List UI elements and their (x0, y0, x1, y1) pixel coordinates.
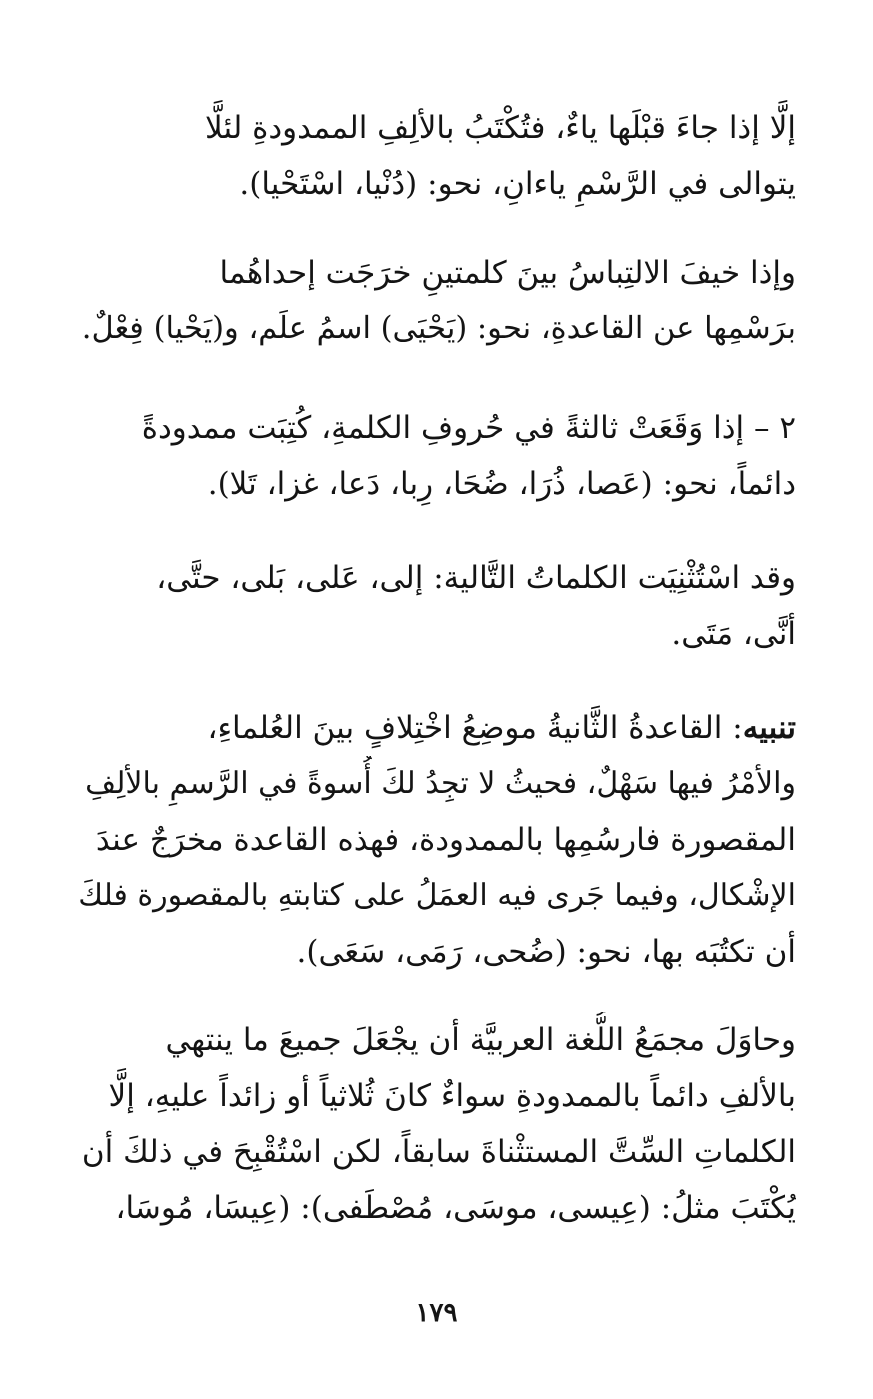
note-text: : القاعدةُ الثَّانيةُ موضِعُ اخْتِلافٍ بينَ العُلماءِ، (207, 710, 743, 746)
page-number: ١٧٩ (415, 1298, 458, 1328)
text-line: وقد اسْتُثْنِيَت الكلماتُ التَّالية: إلى، عَلى، بَلى، حتَّى، (156, 560, 796, 596)
paragraph-4-exceptions (78, 550, 796, 662)
text-line: وحاوَلَ مجمَعُ اللُّغة العربيَّة أن يجْعَلَ جميعَ ما ينتهي (165, 1022, 796, 1058)
paragraph-5-note (78, 700, 796, 980)
text-line (78, 700, 796, 756)
text-line: يتوالى في الرَّسْمِ ياءانِ، نحو: (دُنْيا، اسْتَحْيا). (239, 166, 796, 202)
paragraph-2 (78, 245, 796, 357)
paragraph-6-academy (78, 1012, 796, 1236)
text-line: بالألفِ دائماً بالممدودةِ سواءٌ كانَ ثُلاثياً أو زائداً عليهِ، إلَّا (108, 1078, 796, 1114)
paragraph-3-rule-2 (78, 400, 796, 512)
text-line: ٢ – إذا وَقَعَتْ ثالثةً في حُروفِ الكلمةِ، كُتِبَت ممدودةً (141, 410, 796, 446)
text-line: أن تكتُبَه بها، نحو: (ضُحى، رَمَى، سَعَى). (296, 934, 796, 970)
text-line: المقصورة فارسُمِها بالممدودة، فهذه القاعدة مخرَجٌ عندَ (95, 822, 796, 858)
text-line: الكلماتِ السِّتَّ المستثْناةَ سابقاً، لكن اسْتُقْبِحَ في ذلكَ أن (81, 1134, 796, 1170)
note-heading: تنبيه (742, 710, 796, 746)
text-line: إلَّا إذا جاءَ قبْلَها ياءٌ، فتُكْتَبُ بالألِفِ الممدودةِ لئلَّا (204, 110, 796, 146)
text-line: وإذا خيفَ الالتِباسُ بينَ كلمتينِ خرَجَت إحداهُما (219, 255, 796, 291)
text-line: برَسْمِها عن القاعدةِ، نحو: (يَحْيَى) اسمُ علَم، و(يَحْيا) فِعْلٌ. (81, 311, 796, 346)
text-line: الإشْكال، وفيما جَرى فيه العمَلُ على كتابتهِ بالمقصورة فلكَ (78, 878, 796, 913)
text-line: دائماً، نحو: (عَصا، ذُرَا، ضُحَا، رِبا، دَعا، غزا، تَلا). (207, 466, 796, 502)
text-line: والأمْرُ فيها سَهْلٌ، فحيثُ لا تجِدُ لكَ أُسوةً في الرَّسمِ بالألِفِ (85, 766, 796, 801)
paragraph-1 (78, 100, 796, 212)
text-line: أنَّى، مَتَى. (671, 616, 796, 652)
text-line: يُكْتَبَ مثلُ: (عِيسى، موسَى، مُصْطَفى): (عِيسَا، مُوسَا، (115, 1190, 796, 1226)
